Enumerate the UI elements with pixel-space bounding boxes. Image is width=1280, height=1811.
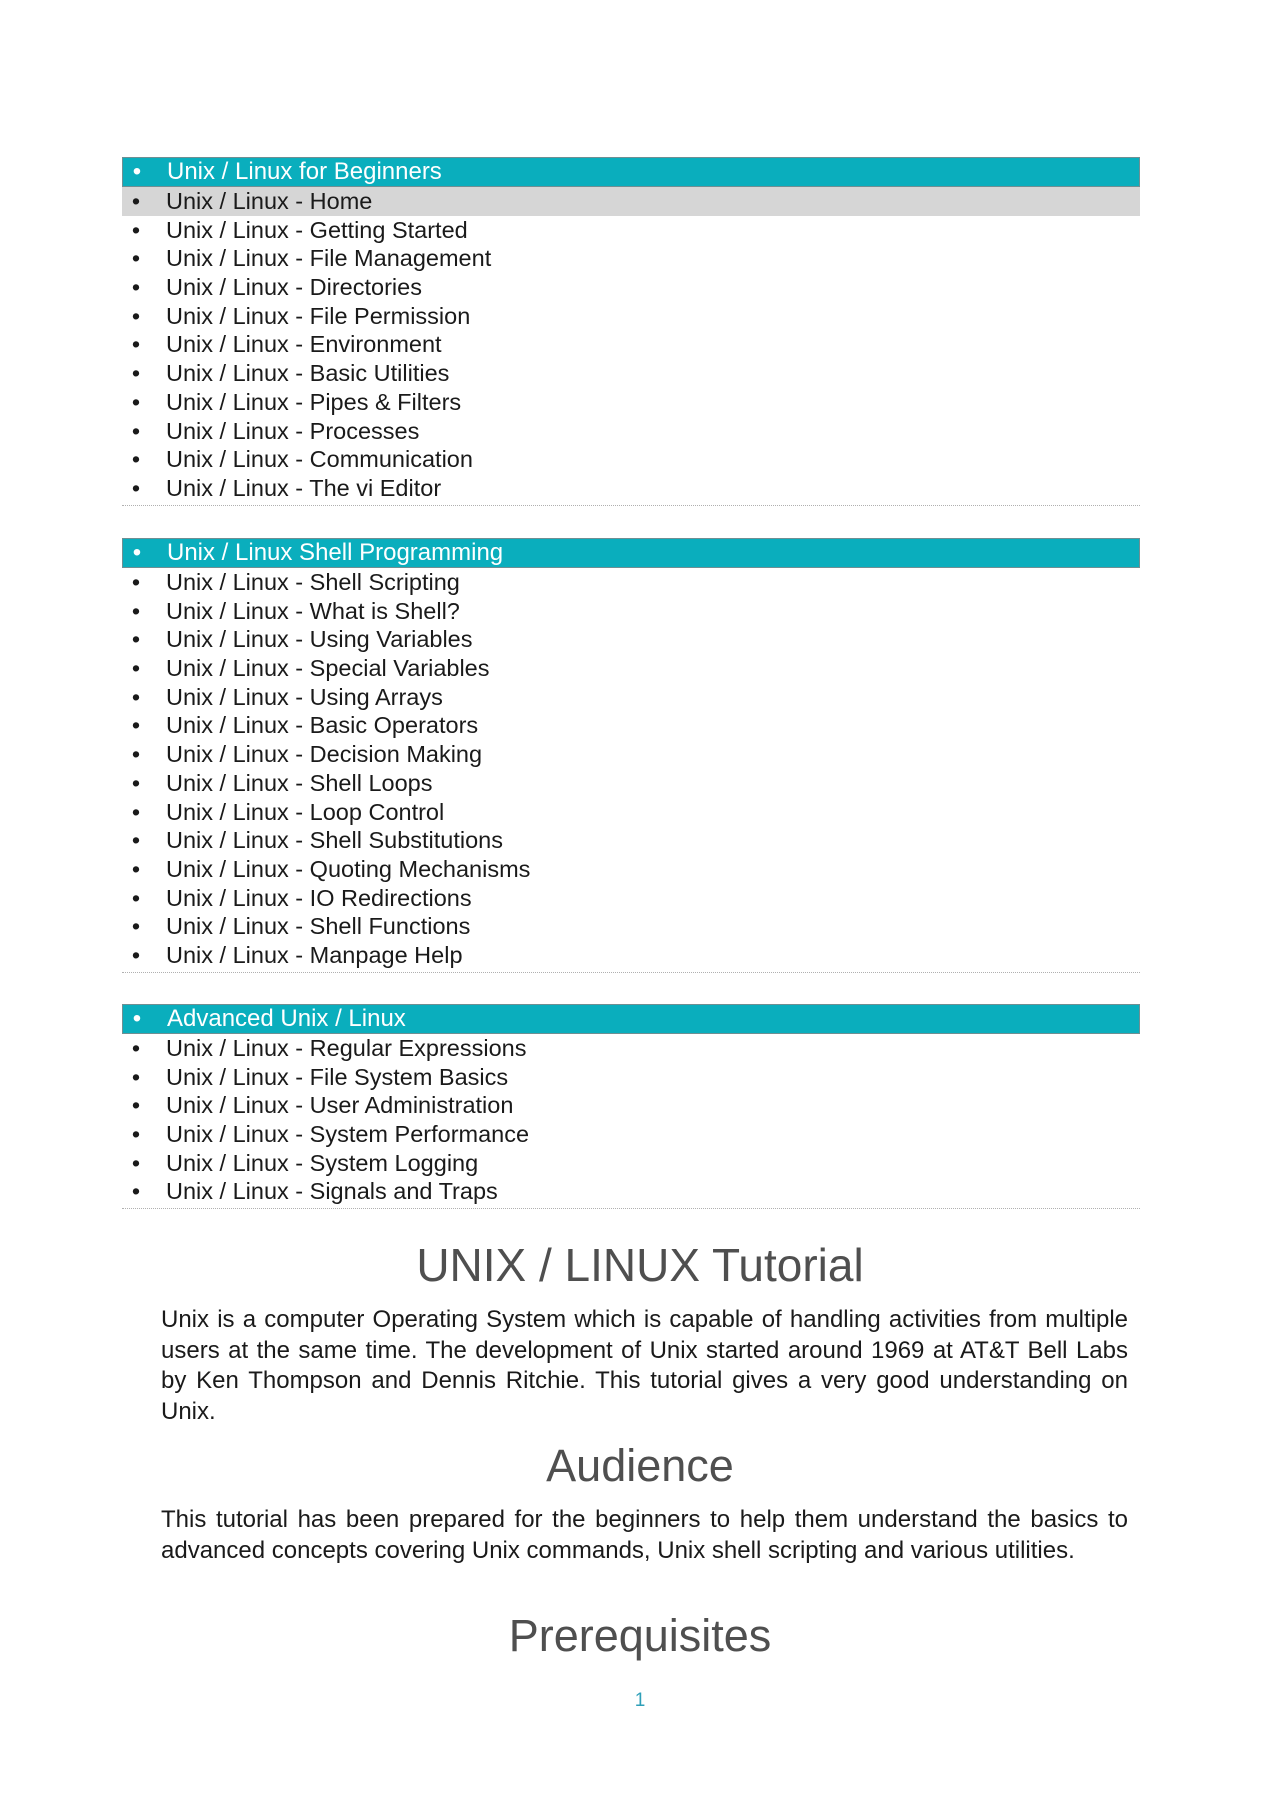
toc-item-label: Unix / Linux - Basic Utilities	[166, 360, 450, 387]
bullet-icon: •	[131, 769, 141, 796]
toc-item[interactable]	[122, 711, 1140, 740]
toc-item[interactable]	[122, 1177, 1140, 1206]
toc-item[interactable]	[122, 417, 1140, 446]
bullet-icon: •	[131, 1121, 141, 1148]
toc-item[interactable]	[122, 474, 1140, 503]
toc-item-label: Unix / Linux - Processes	[166, 417, 420, 444]
toc-item[interactable]	[122, 388, 1140, 417]
toc-item-label: Unix / Linux - Pipes & Filters	[166, 388, 462, 415]
toc-item[interactable]	[122, 855, 1140, 884]
toc-item-label: Unix / Linux - Basic Operators	[166, 712, 479, 739]
bullet-icon: •	[131, 569, 141, 595]
toc-item[interactable]	[122, 597, 1140, 626]
toc-item-label: Unix / Linux - User Administration	[166, 1092, 514, 1119]
toc-item-label: Unix / Linux - Directories	[166, 274, 422, 301]
bullet-icon: •	[131, 1092, 141, 1119]
toc-item-label: Unix / Linux - Regular Expressions	[166, 1035, 527, 1061]
bullet-icon: •	[131, 655, 141, 682]
toc-list	[122, 568, 1140, 973]
toc-item-label: Unix / Linux - The vi Editor	[166, 474, 442, 501]
toc-item-label: Unix / Linux - File System Basics	[166, 1063, 509, 1090]
toc-item-home[interactable]	[122, 187, 1140, 216]
bullet-icon: •	[131, 1178, 141, 1205]
toc-item-label: Unix / Linux - Manpage Help	[166, 941, 463, 968]
intro-paragraph: Unix is a computer Operating System which is capable of handling activities from multiple users at the same time. The development of Unix started around 1969 at AT&T Bell Labs by Ken Thompson and Dennis Ritchie. This tutorial gives a very good understanding on Unix.	[161, 1306, 1128, 1425]
toc-item-label: Unix / Linux - Home	[166, 188, 373, 214]
bullet-icon: •	[132, 1005, 142, 1032]
toc-item-label: Unix / Linux - Shell Functions	[166, 913, 471, 940]
bullet-icon: •	[131, 216, 141, 243]
toc-item-label: Unix / Linux - Shell Loops	[166, 769, 433, 796]
toc-item-label: Unix / Linux - Using Arrays	[166, 683, 443, 710]
bullet-icon: •	[132, 158, 142, 185]
toc-item-label: Unix / Linux - Shell Scripting	[166, 569, 460, 595]
toc-item-label: Unix / Linux - Loop Control	[166, 798, 445, 825]
toc-item[interactable]	[122, 941, 1140, 970]
toc-item-label: Unix / Linux - Environment	[166, 331, 442, 358]
bullet-icon: •	[131, 683, 141, 710]
toc-item[interactable]	[122, 1063, 1140, 1092]
toc-item[interactable]	[122, 740, 1140, 769]
toc-item[interactable]	[122, 1034, 1140, 1063]
bullet-icon: •	[131, 884, 141, 911]
bullet-icon: •	[131, 446, 141, 473]
toc-item-label: Unix / Linux - Decision Making	[166, 741, 483, 768]
page-title: UNIX / LINUX Tutorial	[416, 1239, 864, 1291]
toc-section-advanced	[122, 1004, 1140, 1209]
bullet-icon: •	[131, 474, 141, 501]
section-header-label: Unix / Linux Shell Programming	[167, 539, 504, 566]
toc-item-label: Unix / Linux - File Permission	[166, 302, 471, 329]
bullet-icon: •	[131, 827, 141, 854]
toc-item[interactable]	[122, 1149, 1140, 1178]
toc-item-label: Unix / Linux - System Performance	[166, 1121, 530, 1148]
bullet-icon: •	[131, 188, 141, 214]
bullet-icon: •	[131, 1063, 141, 1090]
bullet-icon: •	[131, 331, 141, 358]
toc-item-label: Unix / Linux - Using Variables	[166, 626, 473, 653]
toc-item[interactable]	[122, 826, 1140, 855]
toc-item[interactable]	[122, 330, 1140, 359]
bullet-icon: •	[131, 913, 141, 940]
bullet-icon: •	[131, 1149, 141, 1176]
bullet-icon: •	[131, 941, 141, 968]
section-header-label: Advanced Unix / Linux	[167, 1005, 406, 1032]
section-header[interactable]	[122, 157, 1140, 187]
bullet-icon: •	[131, 302, 141, 329]
audience-paragraph: This tutorial has been prepared for the beginners to help them understand the basics to advanced concepts covering Unix commands, Unix shell scripting and various utilities.	[161, 1506, 1128, 1564]
toc-item[interactable]	[122, 359, 1140, 388]
section-header-label: Unix / Linux for Beginners	[167, 158, 442, 185]
toc-item[interactable]	[122, 273, 1140, 302]
bullet-icon: •	[131, 741, 141, 768]
toc-item[interactable]	[122, 769, 1140, 798]
toc-item-label: Unix / Linux - Signals and Traps	[166, 1178, 498, 1205]
toc-item[interactable]	[122, 625, 1140, 654]
toc-item[interactable]	[122, 798, 1140, 827]
page-number: 1	[634, 1690, 646, 1711]
bullet-icon: •	[131, 855, 141, 882]
toc-item-label: Unix / Linux - File Management	[166, 245, 492, 272]
section-header[interactable]	[122, 538, 1140, 568]
toc-list	[122, 187, 1140, 506]
toc-item[interactable]	[122, 216, 1140, 245]
bullet-icon: •	[132, 539, 142, 566]
bullet-icon: •	[131, 245, 141, 272]
bullet-icon: •	[131, 626, 141, 653]
toc-item[interactable]	[122, 568, 1140, 597]
bullet-icon: •	[131, 274, 141, 301]
bullet-icon: •	[131, 1035, 141, 1061]
toc-item-label: Unix / Linux - Getting Started	[166, 216, 468, 243]
toc-item[interactable]	[122, 884, 1140, 913]
bullet-icon: •	[131, 712, 141, 739]
toc-item[interactable]	[122, 683, 1140, 712]
bullet-icon: •	[131, 417, 141, 444]
toc-item[interactable]	[122, 654, 1140, 683]
toc-list	[122, 1034, 1140, 1209]
toc-item-label: Unix / Linux - Special Variables	[166, 655, 490, 682]
toc-item[interactable]	[122, 302, 1140, 331]
toc-item-label: Unix / Linux - System Logging	[166, 1149, 479, 1176]
toc-section-shell-programming	[122, 538, 1140, 973]
toc-item[interactable]	[122, 445, 1140, 474]
section-header[interactable]	[122, 1004, 1140, 1034]
audience-heading: Audience	[546, 1440, 734, 1491]
toc-section-beginners	[122, 157, 1140, 506]
toc-item[interactable]	[122, 1091, 1140, 1120]
toc-item-label: Unix / Linux - Shell Substitutions	[166, 827, 503, 854]
toc-item[interactable]	[122, 244, 1140, 273]
bullet-icon: •	[131, 360, 141, 387]
toc-item[interactable]	[122, 1120, 1140, 1149]
toc-item-label: Unix / Linux - Communication	[166, 446, 473, 473]
toc-item-label: Unix / Linux - IO Redirections	[166, 884, 472, 911]
toc-item-label: Unix / Linux - What is Shell?	[166, 597, 460, 624]
bullet-icon: •	[131, 597, 141, 624]
toc-item[interactable]	[122, 912, 1140, 941]
bullet-icon: •	[131, 798, 141, 825]
bullet-icon: •	[131, 388, 141, 415]
toc-item-label: Unix / Linux - Quoting Mechanisms	[166, 855, 531, 882]
prerequisites-heading: Prerequisites	[508, 1610, 772, 1661]
